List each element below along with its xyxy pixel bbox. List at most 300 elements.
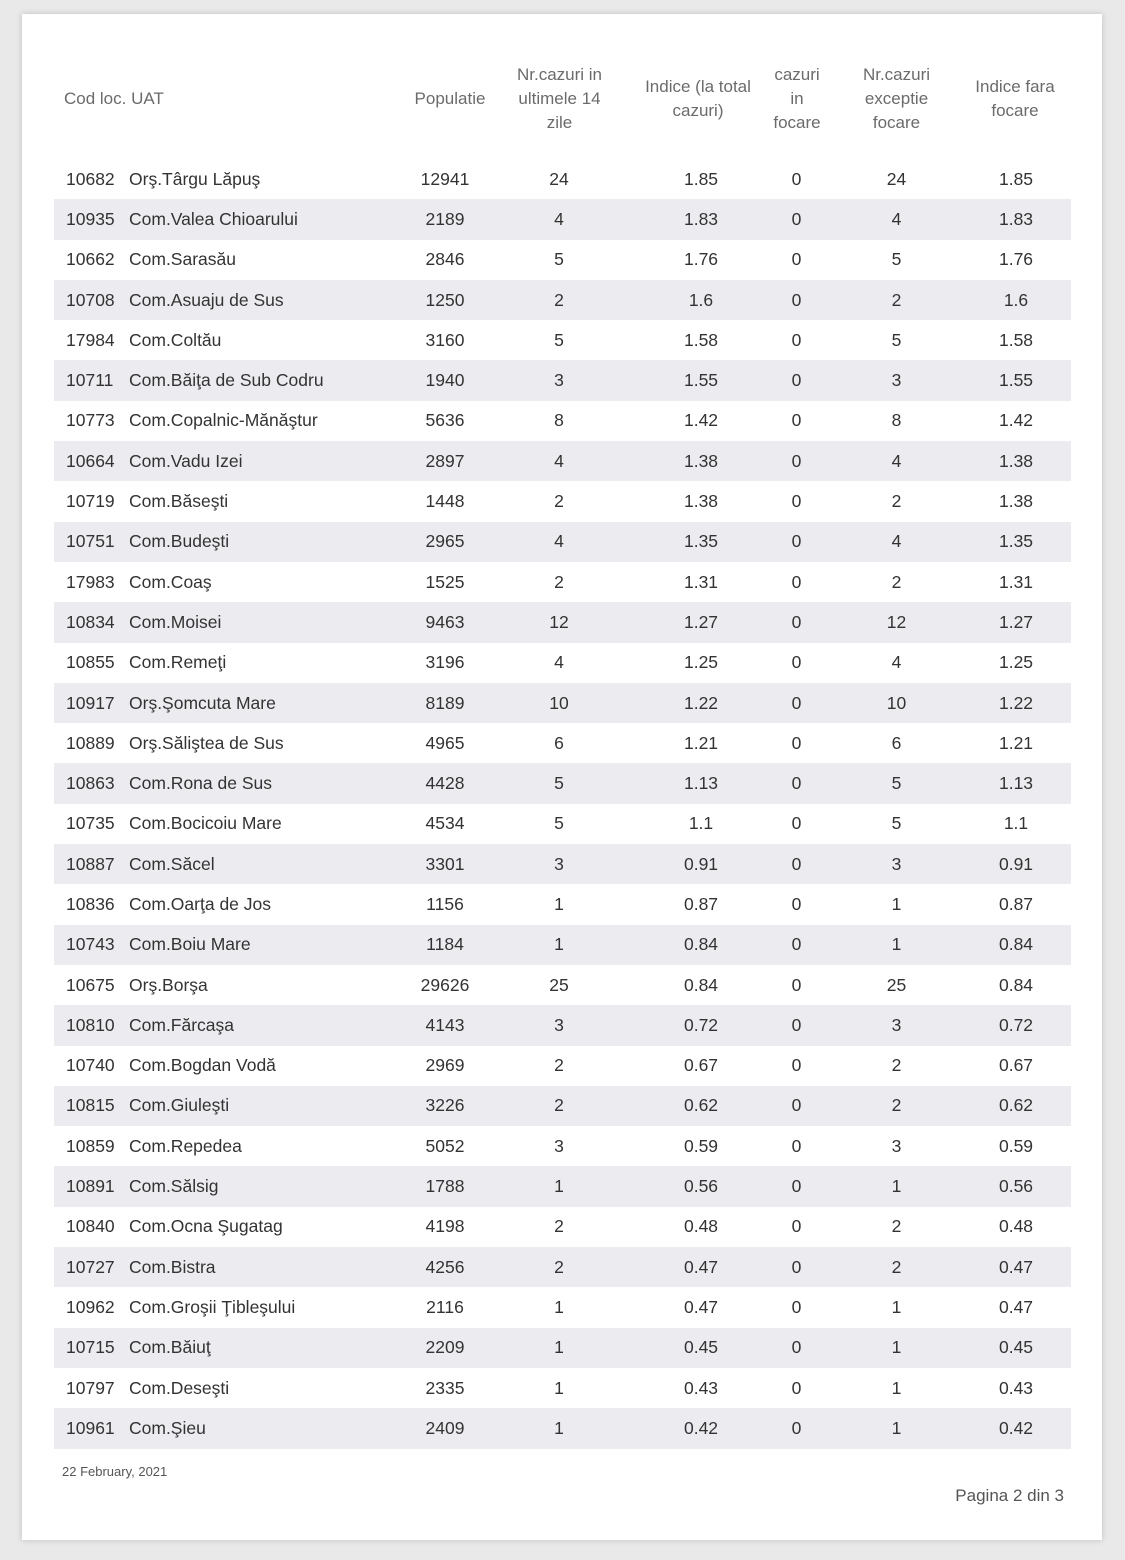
cell-uat-name: Com.Şieu [129,1417,206,1438]
cell-uat-name: Com.Băiţa de Sub Codru [129,370,324,391]
cell-indice-total: 1.85 [683,168,719,189]
cell-uat-name: Com.Sarasău [129,249,236,270]
cell-indice-total: 1.55 [683,370,719,391]
cell-populatie: 2189 [425,208,465,229]
header-indice-total: Indice (la total cazuri) [645,77,751,120]
cell-nr-exceptie: 5 [891,249,902,270]
table-row [54,1166,1071,1206]
cell-indice-total: 0.62 [683,1095,719,1116]
cell-uat-name: Com.Gіuleşti [129,1095,230,1116]
table-row [54,441,1071,481]
cell-indice-fara: 0.67 [998,1055,1034,1076]
cell-populatie: 3160 [425,329,465,350]
cell-populatie: 4965 [425,732,465,753]
cell-uat-name: Com.Moisei [129,611,222,632]
cell-nr-cazuri: 5 [554,773,564,794]
cell-code: 10917 [66,692,115,713]
cell-nr-cazuri: 1 [554,893,564,914]
cell-nr-exceptie: 24 [886,168,907,189]
cell-nr-cazuri: 3 [554,853,564,874]
header-nr-cazuri: Nr.cazuri in ultimele 14 zile [516,65,603,132]
cell-indice-fara: 0.56 [998,1176,1034,1197]
cell-indice-fara: 1.58 [998,329,1034,350]
cell-indice-fara: 1.25 [998,652,1034,673]
cell-indice-total: 1.83 [683,208,719,229]
cell-nr-cazuri: 5 [554,813,564,834]
cell-cazuri-focare: 0 [791,1256,802,1277]
cell-nr-cazuri: 2 [554,1256,564,1277]
cell-code: 10682 [66,168,115,189]
cell-populatie: 4143 [425,1014,465,1035]
cell-populatie: 9463 [425,611,465,632]
cell-nr-exceptie: 4 [891,531,902,552]
cell-cazuri-focare: 0 [791,370,802,391]
cell-nr-exceptie: 12 [886,611,907,632]
cell-nr-cazuri: 4 [554,208,564,229]
cell-cazuri-focare: 0 [791,1337,802,1358]
cell-nr-cazuri: 8 [554,410,564,431]
cell-indice-fara: 1.6 [1003,289,1029,310]
cell-cazuri-focare: 0 [791,208,802,229]
cell-uat-name: Com.Oarţa de Jos [129,893,271,914]
cell-nr-cazuri: 1 [554,1377,564,1398]
cell-nr-cazuri: 2 [554,571,564,592]
table-row [54,1247,1071,1287]
cell-indice-fara: 0.91 [998,853,1034,874]
cell-uat-name: Com.Copalnic-Mănăştur [129,410,318,431]
cell-indice-total: 0.45 [683,1337,719,1358]
cell-populatie: 5636 [425,410,465,431]
cell-populatie: 4428 [425,773,465,794]
cell-populatie: 3196 [425,652,465,673]
cell-nr-exceptie: 3 [891,1014,902,1035]
table-row [54,1005,1071,1045]
cell-code: 10962 [66,1296,115,1317]
header-nr-exceptie: Nr.cazuri exceptie focare [862,65,931,132]
cell-cazuri-focare: 0 [791,1055,802,1076]
table-row [54,360,1071,400]
cell-code: 10855 [66,652,115,673]
cell-indice-fara: 0.84 [998,974,1034,995]
cell-cazuri-focare: 0 [791,1417,802,1438]
cell-indice-total: 0.72 [683,1014,719,1035]
table-row [54,965,1071,1005]
cell-populatie: 1940 [425,370,465,391]
cell-nr-exceptie: 1 [891,1417,902,1438]
cell-uat-name: Com.Bocicoiu Mare [129,813,282,834]
table-row [54,1287,1071,1327]
cell-cazuri-focare: 0 [791,531,802,552]
cell-indice-total: 1.13 [683,773,719,794]
cell-indice-total: 1.76 [683,249,719,270]
cell-uat-name: Com.Coltău [129,329,222,350]
cell-nr-exceptie: 25 [886,974,907,995]
cell-indice-fara: 1.13 [998,773,1034,794]
cell-uat-name: Com.Bistra [129,1256,216,1277]
cell-nr-exceptie: 2 [891,1095,902,1116]
cell-indice-total: 1.35 [683,531,719,552]
cell-code: 10836 [66,893,115,914]
cell-nr-cazuri: 2 [554,1216,564,1237]
cell-code: 10662 [66,249,115,270]
cell-indice-fara: 1.83 [998,208,1034,229]
cell-uat-name: Com.Rona de Sus [129,773,272,794]
cell-populatie: 2116 [426,1296,464,1317]
cell-code: 10735 [66,813,115,834]
cell-indice-total: 0.59 [683,1135,719,1156]
table-row [54,804,1071,844]
cell-code: 10719 [66,491,115,512]
table-row [54,159,1071,199]
cell-nr-exceptie: 5 [891,329,902,350]
cell-indice-fara: 1.35 [998,531,1034,552]
cell-uat-name: Orş.Borşa [129,974,208,995]
cell-uat-name: Com.Budeşti [129,531,230,552]
table-row [54,280,1071,320]
table-row [54,1368,1071,1408]
cell-indice-total: 1.21 [683,732,719,753]
cell-cazuri-focare: 0 [791,934,802,955]
cell-cazuri-focare: 0 [791,249,802,270]
cell-nr-cazuri: 2 [554,1055,564,1076]
cell-uat-name: Com.Săcel [129,853,215,874]
table-row [54,925,1071,965]
cell-indice-fara: 0.48 [998,1216,1034,1237]
cell-cazuri-focare: 0 [791,692,802,713]
cell-uat-name: Com.Deseşti [129,1377,230,1398]
cell-uat-name: Com.Bogdan Vodă [129,1055,276,1076]
cell-cazuri-focare: 0 [791,732,802,753]
table-row [54,643,1071,683]
cell-indice-fara: 1.85 [998,168,1034,189]
cell-code: 10727 [66,1256,115,1277]
cell-uat-name: Com.Groşii Ţibleşului [129,1296,296,1317]
cell-nr-cazuri: 10 [549,692,569,713]
cell-nr-exceptie: 3 [891,853,902,874]
cell-nr-exceptie: 1 [891,1337,902,1358]
cell-indice-total: 1.31 [683,571,719,592]
header-cazuri-focare: cazuri in focare [773,65,821,132]
cell-populatie: 2846 [425,249,465,270]
cell-indice-fara: 0.62 [998,1095,1034,1116]
cell-uat-name: Com.Băiuţ [129,1337,211,1358]
cell-code: 10859 [66,1135,115,1156]
cell-cazuri-focare: 0 [791,571,802,592]
cell-code: 10797 [66,1377,115,1398]
cell-nr-cazuri: 4 [554,450,564,471]
cell-indice-fara: 0.42 [998,1417,1034,1438]
cell-code: 10815 [66,1095,115,1116]
cell-indice-fara: 0.43 [998,1377,1034,1398]
cell-nr-exceptie: 10 [886,692,907,713]
cell-code: 10834 [66,611,115,632]
cell-code: 10664 [66,450,115,471]
cell-cazuri-focare: 0 [791,329,802,350]
cell-nr-cazuri: 3 [554,1135,564,1156]
table-row [54,884,1071,924]
cell-indice-fara: 1.27 [998,611,1034,632]
cell-nr-exceptie: 1 [891,1377,902,1398]
page-number: Pagina 2 din 3 [955,1486,1064,1505]
table-row [54,1207,1071,1247]
cell-nr-cazuri: 1 [554,1176,564,1197]
cell-code: 10743 [66,934,115,955]
table-row [54,1328,1071,1368]
cell-populatie: 4534 [425,813,465,834]
cell-code: 10810 [66,1014,115,1035]
document-page [22,14,1102,1540]
cell-indice-total: 1.27 [683,611,719,632]
cell-cazuri-focare: 0 [791,491,802,512]
table-row [54,199,1071,239]
cell-indice-fara: 1.38 [998,491,1034,512]
cell-uat-name: Com.Băseşti [129,491,229,512]
cell-code: 10773 [66,410,115,431]
cell-populatie: 3301 [425,853,465,874]
cell-populatie: 2897 [425,450,465,471]
cell-nr-exceptie: 3 [891,370,902,391]
cell-indice-total: 1.6 [688,289,714,310]
cell-code: 10887 [66,853,115,874]
cell-nr-cazuri: 5 [554,329,564,350]
cell-populatie: 1156 [426,893,464,914]
cell-cazuri-focare: 0 [791,1377,802,1398]
table-row [54,1046,1071,1086]
cell-indice-total: 1.22 [683,692,719,713]
cell-nr-exceptie: 3 [891,1135,902,1156]
cell-nr-exceptie: 1 [891,1296,902,1317]
cell-code: 10675 [66,974,115,995]
cell-indice-fara: 1.76 [998,249,1034,270]
cell-indice-fara: 0.84 [998,934,1034,955]
table-row [54,1126,1071,1166]
cell-code: 10840 [66,1216,115,1237]
cell-indice-fara: 0.87 [998,893,1034,914]
cell-populatie: 1184 [426,934,464,955]
cell-nr-exceptie: 4 [891,652,902,673]
cell-nr-cazuri: 1 [554,934,564,955]
cell-indice-total: 0.47 [683,1296,719,1317]
header-populatie: Populatie [414,89,486,108]
data-table [54,159,1071,1449]
table-row [54,1086,1071,1126]
cell-cazuri-focare: 0 [791,450,802,471]
table-row [54,240,1071,280]
table-row [54,320,1071,360]
cell-populatie: 3226 [425,1095,465,1116]
table-row [54,763,1071,803]
cell-nr-exceptie: 4 [891,208,902,229]
cell-uat-name: Com.Asuaju de Sus [129,289,284,310]
cell-cazuri-focare: 0 [791,1095,802,1116]
cell-nr-exceptie: 2 [891,571,902,592]
cell-indice-fara: 1.55 [998,370,1034,391]
cell-code: 10891 [66,1176,115,1197]
cell-uat-name: Orş.Târgu Lăpuş [129,168,261,189]
cell-populatie: 12941 [420,168,470,189]
cell-code: 10711 [66,370,114,391]
cell-indice-total: 0.42 [683,1417,719,1438]
table-row [54,1408,1071,1448]
cell-uat-name: Orş.Săliştea de Sus [129,732,284,753]
cell-indice-total: 0.48 [683,1216,719,1237]
cell-indice-total: 0.67 [683,1055,719,1076]
cell-nr-exceptie: 5 [891,773,902,794]
cell-nr-cazuri: 1 [554,1337,564,1358]
table-row [54,562,1071,602]
cell-cazuri-focare: 0 [791,974,802,995]
cell-nr-cazuri: 12 [549,611,569,632]
cell-nr-cazuri: 3 [554,1014,564,1035]
cell-indice-total: 0.47 [683,1256,719,1277]
cell-populatie: 2969 [425,1055,465,1076]
cell-nr-cazuri: 5 [554,249,564,270]
table-row [54,481,1071,521]
cell-nr-cazuri: 2 [554,1095,564,1116]
cell-uat-name: Com.Repedea [129,1135,242,1156]
table-row [54,723,1071,763]
cell-code: 17983 [66,571,115,592]
cell-cazuri-focare: 0 [791,1176,802,1197]
cell-uat-name: Com.Remeţi [129,652,227,673]
cell-code: 10935 [66,208,115,229]
cell-nr-exceptie: 5 [891,813,902,834]
cell-indice-fara: 0.47 [998,1296,1034,1317]
table-row [54,844,1071,884]
cell-populatie: 1525 [425,571,465,592]
cell-nr-cazuri: 24 [549,168,569,189]
cell-populatie: 2209 [425,1337,465,1358]
table-row [54,602,1071,642]
cell-cazuri-focare: 0 [791,813,802,834]
cell-cazuri-focare: 0 [791,853,802,874]
cell-nr-exceptie: 1 [891,934,902,955]
cell-nr-exceptie: 6 [891,732,902,753]
table-header [54,54,1071,144]
cell-code: 10961 [66,1417,115,1438]
cell-populatie: 1448 [425,491,465,512]
footer-date: 22 February, 2021 [62,1464,168,1479]
cell-code: 10863 [66,773,115,794]
cell-indice-total: 1.38 [683,491,719,512]
cell-nr-exceptie: 1 [891,1176,902,1197]
cell-indice-fara: 1.1 [1003,813,1029,834]
cell-indice-fara: 0.72 [998,1014,1034,1035]
cell-indice-total: 0.43 [683,1377,719,1398]
cell-indice-fara: 1.22 [998,692,1034,713]
cell-cazuri-focare: 0 [791,611,802,632]
cell-populatie: 29626 [420,974,470,995]
cell-indice-total: 0.84 [683,974,719,995]
cell-code: 10715 [66,1337,115,1358]
cell-cazuri-focare: 0 [791,289,802,310]
cell-populatie: 5052 [425,1135,465,1156]
cell-uat-name: Com.Boiu Mare [129,934,251,955]
table-row [54,401,1071,441]
cell-indice-total: 1.42 [683,410,719,431]
cell-nr-cazuri: 4 [554,531,564,552]
cell-nr-cazuri: 6 [554,732,564,753]
cell-cazuri-focare: 0 [791,1014,802,1035]
cell-indice-total: 0.56 [683,1176,719,1197]
cell-nr-exceptie: 8 [891,410,902,431]
cell-uat-name: Com.Sălsig [129,1176,219,1197]
cell-populatie: 1788 [425,1176,465,1197]
cell-nr-cazuri: 2 [554,491,564,512]
cell-nr-exceptie: 2 [891,1216,902,1237]
cell-indice-fara: 0.47 [998,1256,1034,1277]
cell-uat-name: Com.Valea Chioarului [129,208,298,229]
cell-code: 17984 [66,329,115,350]
cell-nr-exceptie: 2 [891,289,902,310]
cell-code: 10889 [66,732,115,753]
cell-uat-name: Com.Ocna Şugatag [129,1216,283,1237]
header-cod-uat: Cod loc. UAT [64,89,164,108]
cell-indice-fara: 1.42 [998,410,1034,431]
cell-indice-total: 1.58 [683,329,719,350]
cell-populatie: 8189 [425,692,465,713]
cell-nr-exceptie: 2 [891,491,902,512]
table-row [54,522,1071,562]
cell-uat-name: Com.Coaş [129,571,212,592]
cell-indice-total: 0.84 [683,934,719,955]
cell-indice-total: 1.25 [683,652,719,673]
cell-cazuri-focare: 0 [791,652,802,673]
cell-cazuri-focare: 0 [791,1135,802,1156]
cell-populatie: 4256 [425,1256,465,1277]
cell-cazuri-focare: 0 [791,410,802,431]
cell-indice-fara: 0.59 [998,1135,1034,1156]
cell-cazuri-focare: 0 [791,773,802,794]
cell-nr-cazuri: 3 [554,370,564,391]
cell-nr-cazuri: 1 [554,1296,564,1317]
cell-uat-name: Orş.Şomcuta Mare [129,692,276,713]
cell-populatie: 2965 [425,531,465,552]
cell-nr-exceptie: 2 [891,1055,902,1076]
cell-populatie: 4198 [425,1216,465,1237]
cell-populatie: 1250 [425,289,465,310]
cell-indice-total: 0.91 [683,853,719,874]
cell-uat-name: Com.Vadu Izei [129,450,243,471]
table-row [54,683,1071,723]
cell-nr-exceptie: 1 [891,893,902,914]
cell-nr-cazuri: 4 [554,652,564,673]
cell-cazuri-focare: 0 [791,168,802,189]
cell-indice-total: 1.38 [683,450,719,471]
cell-populatie: 2335 [425,1377,465,1398]
cell-indice-total: 1.1 [688,813,714,834]
cell-code: 10740 [66,1055,115,1076]
cell-cazuri-focare: 0 [791,1216,802,1237]
cell-indice-total: 0.87 [683,893,719,914]
cell-uat-name: Com.Fărcaşa [129,1014,235,1035]
cell-nr-exceptie: 4 [891,450,902,471]
cell-indice-fara: 0.45 [998,1337,1034,1358]
cell-code: 10751 [66,531,115,552]
cell-indice-fara: 1.38 [998,450,1034,471]
cell-populatie: 2409 [425,1417,465,1438]
cell-nr-cazuri: 1 [554,1417,564,1438]
cell-indice-fara: 1.21 [998,732,1034,753]
cell-cazuri-focare: 0 [791,1296,802,1317]
cell-nr-cazuri: 25 [549,974,569,995]
cell-nr-cazuri: 2 [554,289,564,310]
cell-nr-exceptie: 2 [891,1256,902,1277]
cell-code: 10708 [66,289,115,310]
header-indice-fara: Indice fara focare [975,77,1055,120]
cell-indice-fara: 1.31 [998,571,1034,592]
cell-cazuri-focare: 0 [791,893,802,914]
